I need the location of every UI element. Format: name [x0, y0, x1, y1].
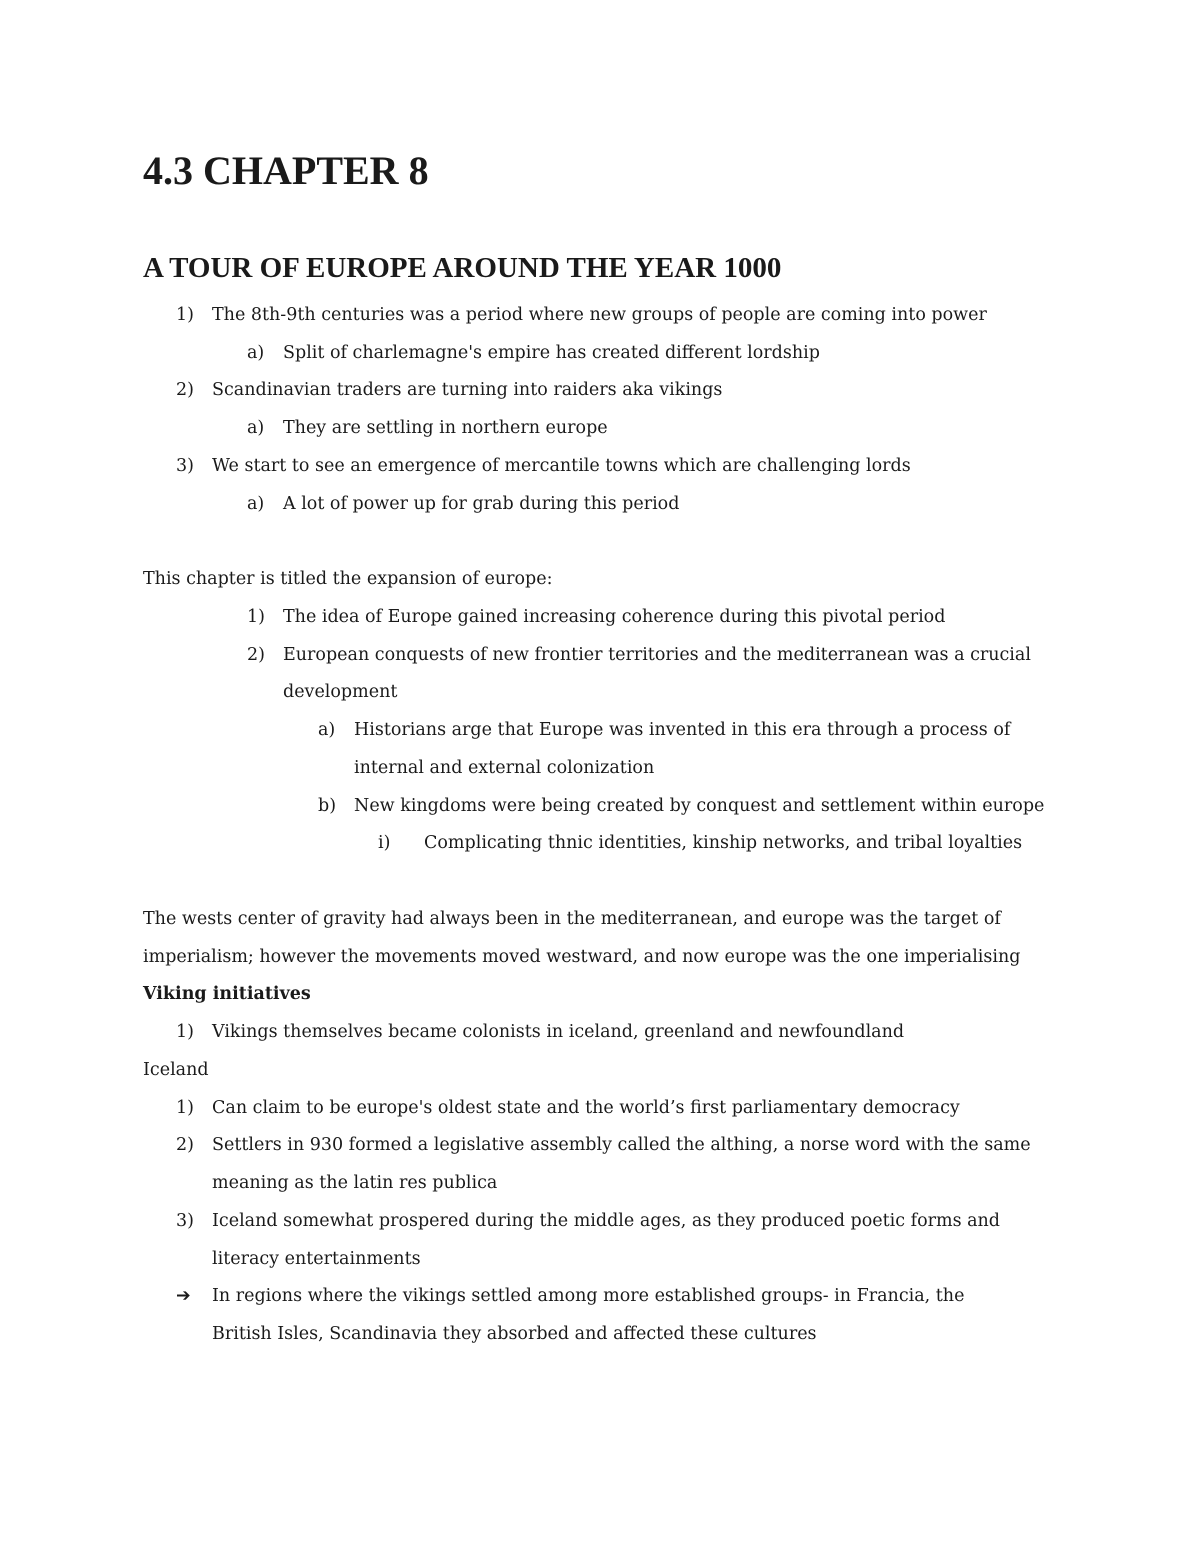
iceland-heading: Iceland: [143, 1060, 209, 1080]
viking-heading: Viking initiatives: [143, 984, 311, 1004]
list-marker: a): [247, 494, 265, 514]
list-marker: 2): [176, 1135, 194, 1155]
list-item: Split of charlemagne's empire has created different lordship: [283, 343, 820, 363]
list-marker: a): [247, 343, 265, 363]
list-marker: 2): [247, 645, 265, 665]
list-item: New kingdoms were being created by conquest and settlement within europe: [354, 796, 1045, 816]
list-marker: b): [318, 796, 337, 816]
list-item-continuation: development: [283, 682, 398, 702]
list-marker: i): [378, 833, 391, 853]
list-item-continuation: internal and external colonization: [354, 758, 655, 778]
paragraph-expansion-intro: This chapter is titled the expansion of europe:: [143, 569, 553, 589]
list-item: Can claim to be europe's oldest state and the world’s first parliamentary democracy: [212, 1098, 960, 1118]
list-marker: 1): [247, 607, 265, 627]
list-item: We start to see an emergence of mercantile towns which are challenging lords: [212, 456, 911, 476]
list-item: Vikings themselves became colonists in iceland, greenland and newfoundland: [212, 1022, 905, 1042]
page-title: 4.3 CHAPTER 8: [143, 148, 429, 193]
list-item-continuation: literacy entertainments: [212, 1249, 421, 1269]
paragraph-wests-line: imperialism; however the movements moved westward, and now europe was the one imperialising: [143, 947, 1021, 967]
section-heading: A TOUR OF EUROPE AROUND THE YEAR 1000: [143, 252, 782, 284]
list-item: A lot of power up for grab during this period: [283, 494, 680, 514]
list-item: Iceland somewhat prospered during the middle ages, as they produced poetic forms and: [212, 1211, 1001, 1231]
list-marker: 3): [176, 456, 194, 476]
list-item: The idea of Europe gained increasing coherence during this pivotal period: [283, 607, 946, 627]
list-item: Complicating thnic identities, kinship networks, and tribal loyalties: [424, 833, 1023, 853]
list-item: European conquests of new frontier territories and the mediterranean was a crucial: [283, 645, 1031, 665]
list-marker: a): [247, 418, 265, 438]
list-marker: 1): [176, 305, 194, 325]
list-item-continuation: meaning as the latin res publica: [212, 1173, 498, 1193]
list-marker: 3): [176, 1211, 194, 1231]
list-item: They are settling in northern europe: [283, 418, 608, 438]
paragraph-wests-line: The wests center of gravity had always been in the mediterranean, and europe was the target of: [143, 909, 1001, 929]
list-item: Settlers in 930 formed a legislative assembly called the althing, a norse word with the same: [212, 1135, 1031, 1155]
list-item: In regions where the vikings settled among more established groups- in Francia, the: [212, 1286, 965, 1306]
arrow-icon: ➔: [176, 1286, 191, 1306]
list-item: Scandinavian traders are turning into raiders aka vikings: [212, 380, 723, 400]
list-marker: a): [318, 720, 336, 740]
list-marker: 2): [176, 380, 194, 400]
list-marker: 1): [176, 1098, 194, 1118]
list-item: Historians arge that Europe was invented in this era through a process of: [354, 720, 1011, 740]
list-item-continuation: British Isles, Scandinavia they absorbed and affected these cultures: [212, 1324, 817, 1344]
list-marker: 1): [176, 1022, 194, 1042]
list-item: The 8th-9th centuries was a period where new groups of people are coming into power: [212, 305, 987, 325]
